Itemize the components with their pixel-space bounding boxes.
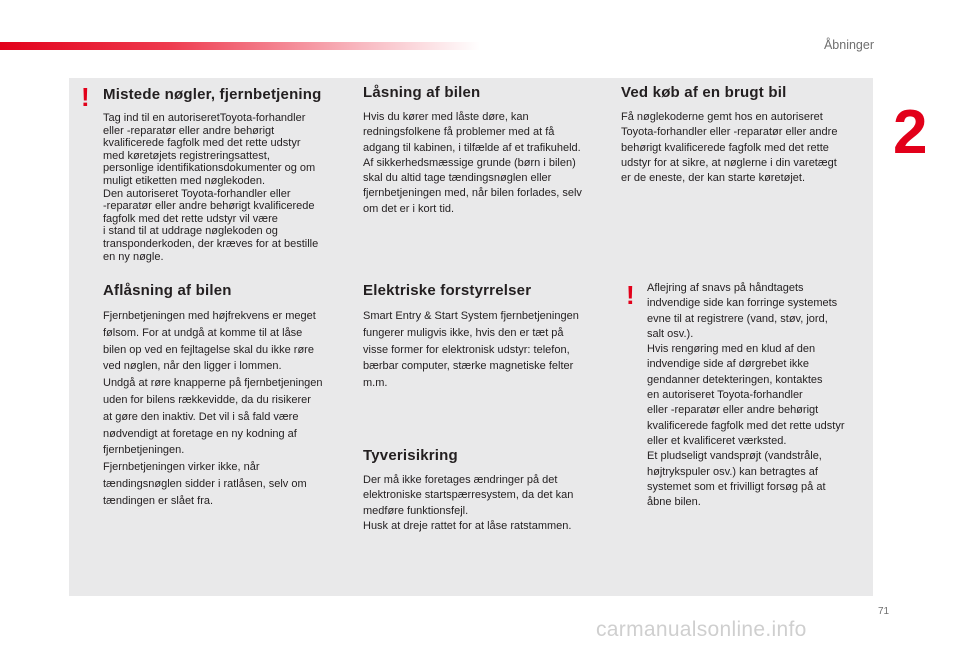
section-title: Tyverisikring	[363, 447, 458, 464]
section-title: Låsning af bilen	[363, 84, 481, 101]
chapter-title: Åbninger	[823, 38, 874, 52]
chapter-number: 2	[893, 98, 928, 167]
section-text: Aflejring af snavs på håndtagets indvendige side kan forringe systemets evne til at registrere (vand, støv, jord, salt osv.). Hvis rengøring med en klud af den indvendige side af dørgrebet ikke gendanner detekteringen, kontaktes en autoriseret Toyota-forhandler eller -reparatør eller andre behørigt kvalificerede fagfolk med det rette udstyr eller et kvalificeret værksted. Et pludseligt vandsprøjt (vandstråle, højtrykspuler osv.) kan betragtes af systemet som et frivilligt forsøg på at åbne bilen.	[647, 282, 845, 509]
section-interference	[363, 282, 613, 392]
section-title: Elektriske forstyrrelser	[363, 282, 532, 299]
section-text: Der må ikke foretages ændringer på det elektroniske startspærresystem, da det kan medføre funktionsfejl. Husk at dreje rattet for at låse ratstammen.	[363, 474, 574, 532]
warning-exclamation-icon: !	[626, 280, 635, 310]
section-text: Smart Entry & Start System fjernbetjeningen fungerer muligvis ikke, hvis den er tæt på visse former for elektronisk udstyr: telefon, bærbar computer, stærke magnetiske felter m.m.	[363, 310, 579, 390]
section-title: Mistede nøgler, fjernbetjening	[103, 86, 322, 103]
section-lost-keys	[103, 86, 353, 263]
section-title: Ved køb af en brugt bil	[621, 84, 787, 101]
section-used-car	[621, 84, 866, 186]
section-text: Få nøglekoderne gemt hos en autoriseret Toyota-forhandler eller -reparatør eller andre behørigt kvalificerede fagfolk med det rette udstyr for at sikre, at nøglerne i din varetægt er de eneste, der kan starte køretøjet.	[621, 111, 838, 185]
watermark: carmanualsonline.info	[596, 618, 807, 641]
page-number: 71	[878, 606, 890, 617]
section-text: Tag ind til en autoriseretToyota-forhandler eller -reparatør eller andre behørigt kvalificerede fagfolk med det rette udstyr med køretøjets registreringsattest, personlige identifikationsdokumenter og om muligt etiketten med nøglekoden. Den autoriseret Toyota-forhandler eller -reparatør eller andre behørigt kvalificerede fagfolk med det rette udstyr vil være i stand til at uddrage nøglekoden og transponderkoden, der kræves for at bestille en ny nøgle.	[103, 112, 319, 263]
section-locking	[363, 84, 613, 217]
section-text: Hvis du kører med låste døre, kan redningsfolkene få problemer med at få adgang til kabinen, i tilfælde af et trafikuheld. Af sikkerhedsmæssige grunde (børn i bilen) skal du altid tage tændingsnøglen eller fjernbetjeningen med, når bilen forlades, selv om det er i kort tid.	[363, 111, 582, 215]
warning-exclamation-icon: !	[81, 82, 90, 112]
section-theft-protection	[363, 447, 613, 534]
section-unlocking	[103, 282, 358, 510]
section-cleaning-warning	[647, 281, 869, 510]
header-accent-bar	[0, 42, 480, 50]
section-text: Fjernbetjeningen med højfrekvens er meget følsom. For at undgå at komme til at låse bilen op ved en fejltagelse skal du ikke røre ved nøglen, når den ligger i lommen. Undgå at røre knapperne på fjernbetjeningen uden for bilens rækkevidde, da du risikerer at gøre den inaktiv. Det vil i så fald være nødvendigt at foretage en ny kodning af fjernbetjeningen. Fjernbetjeningen virker ikke, når tændingsnøglen sidder i ratlåsen, selv om tændingen er slået fra.	[103, 310, 323, 507]
section-title: Aflåsning af bilen	[103, 282, 232, 299]
